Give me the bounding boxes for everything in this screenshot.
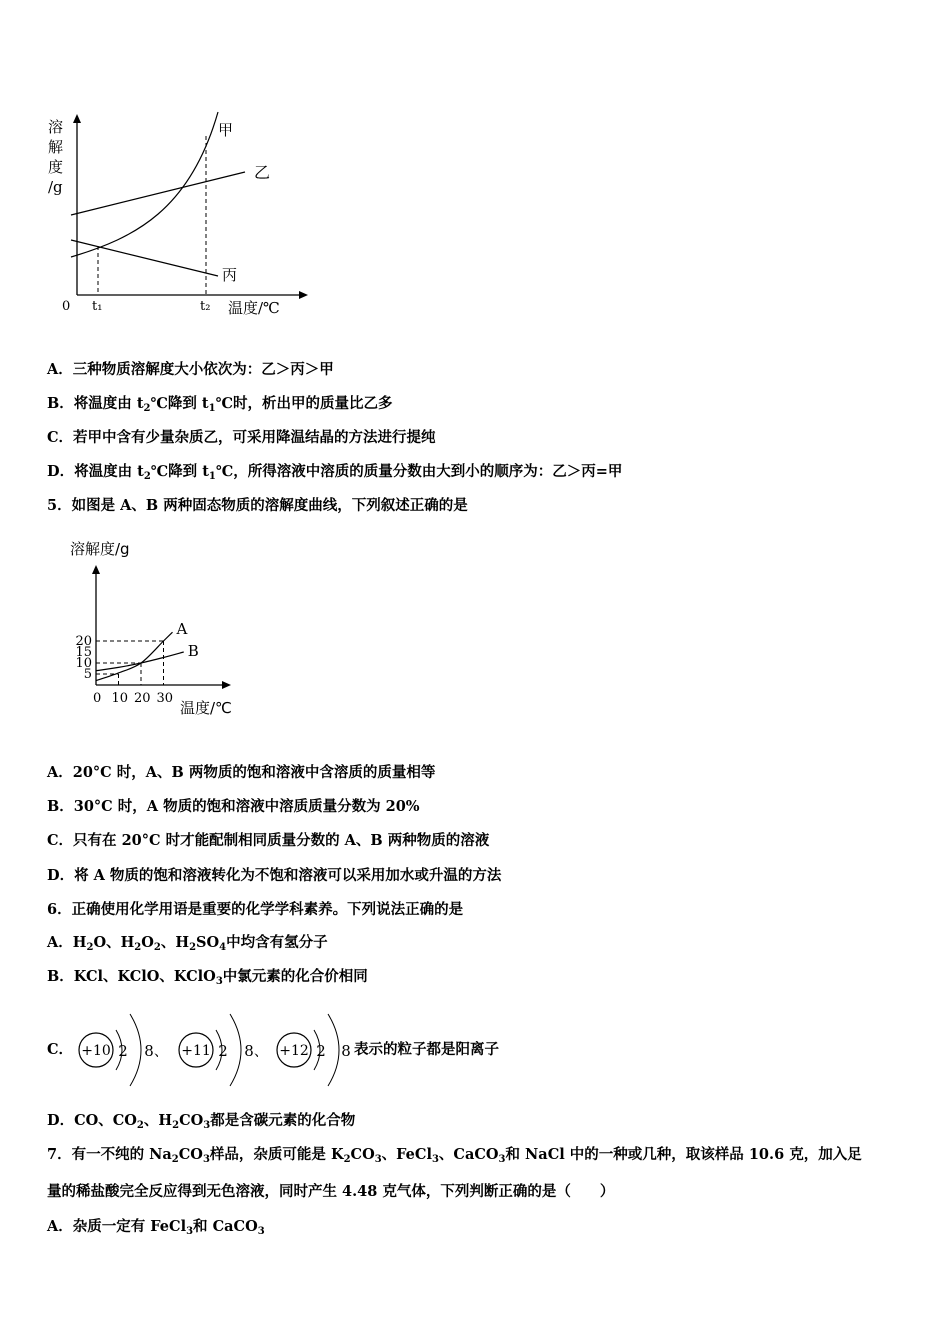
chart2-y-tick-label: 20 [75, 634, 92, 649]
atom-1-e2: 8 [144, 1042, 154, 1060]
q4-option-b-text-3: ℃时，析出甲的质量比乙多 [215, 395, 393, 412]
q4-option-d-text-2: ℃降到 t [150, 463, 209, 480]
atom-3-nucleus-label: +12 [279, 1043, 309, 1059]
q4-option-a-letter: A． [47, 361, 73, 378]
q6-a-sub: 2 [189, 942, 197, 953]
chart1-ylabel-2: 解 [48, 138, 64, 156]
q4-option-a-text: 三种物质溶解度大小依次为：乙＞丙＞甲 [72, 361, 334, 378]
q6-a-part: SO [196, 934, 220, 951]
q7-part: 7．有一不纯的 Na [47, 1146, 172, 1163]
atom-diagram-2 [179, 1014, 254, 1086]
atom-1-shell-2 [130, 1014, 141, 1086]
q6-option-b [47, 967, 368, 987]
q7-a-part: A．杂质一定有 FeCl [47, 1218, 187, 1235]
q6-d-sub: 2 [172, 1120, 180, 1131]
q5-option-c: C．只有在 20°C 时才能配制相同质量分数的 A、B 两种物质的溶液 [47, 832, 490, 849]
q6-b-part: 中氯元素的化合价相同 [222, 968, 368, 985]
chart2-x-arrow [222, 681, 231, 689]
q6-option-d [47, 1111, 355, 1131]
chart1-x-arrow [299, 291, 308, 299]
chart1-label-yi: 乙 [254, 163, 271, 182]
atom-separator-2: 、 [254, 1044, 268, 1060]
solubility-chart-2 [62, 532, 262, 732]
chart1-ylabel-3: 度 [48, 158, 64, 176]
atom-2-shell-2 [230, 1014, 241, 1086]
q7-part: CO [350, 1146, 375, 1163]
q4-option-d-text-1: 将温度由 t [74, 463, 144, 480]
chart2-x-tick-label: 10 [111, 691, 129, 706]
q6-option-c-text: 表示的粒子都是阳离子 [354, 1041, 499, 1058]
atom-3-e1: 2 [316, 1042, 326, 1060]
q6-d-part: CO、CO [74, 1112, 137, 1129]
chart2-x-tick-label: 0 [93, 691, 102, 706]
q6-option-d-letter: D． [47, 1112, 75, 1129]
q6-d-part: 都是含碳元素的化合物 [210, 1112, 356, 1129]
q4-option-b-sub-1: 1 [208, 403, 216, 414]
chart2-y-tick-label: 5 [83, 667, 92, 682]
q7-part: 和 NaCl 中的一种或几种，取该样品 10.6 克，加入足 [505, 1146, 862, 1163]
q4-option-c-letter: C． [47, 429, 74, 446]
chart2-series-label-B: B [187, 642, 199, 660]
q7-sub: 3 [498, 1154, 506, 1165]
q4-option-b-sub-2: 2 [143, 403, 151, 414]
chart2-y-tick-label: 10 [75, 656, 92, 671]
q4-option-a [47, 360, 334, 380]
q5-option-a: A．20°C 时，A、B 两物质的饱和溶液中含溶质的质量相等 [47, 764, 436, 781]
chart2-y-arrow [92, 565, 100, 574]
atom-3-shell-2 [328, 1014, 339, 1086]
q4-option-d [47, 462, 622, 482]
q5-option-b: B．30°C 时，A 物质的饱和溶液中溶质质量分数为 20% [47, 798, 420, 815]
chart1-y-arrow [73, 114, 81, 123]
atom-diagram-1 [79, 1014, 154, 1086]
q4-option-b-text-2: ℃降到 t [150, 395, 209, 412]
q7-option-a [47, 1217, 265, 1237]
q7-sub: 2 [171, 1154, 179, 1165]
q7-a-part: 和 CaCO [193, 1218, 258, 1235]
q6-a-part: 、H [160, 934, 190, 951]
q6-b-part: KCl、KClO、KClO [73, 968, 216, 985]
q7-part: 、FeCl [381, 1146, 432, 1163]
chart1-tick-t2: t₂ [200, 299, 211, 314]
q6-a-part: O [141, 934, 154, 951]
q6-a-sub: 4 [219, 942, 227, 953]
q7-a-sub: 3 [186, 1226, 194, 1237]
q7-stem-line-2: 量的稀盐酸完全反应得到无色溶液，同时产生 4.48 克气体，下列判断正确的是（ ） [47, 1183, 615, 1200]
chart1-ylabel-1: 溶 [48, 118, 64, 136]
q6-stem: 6．正确使用化学用语是重要的化学学科素养。下列说法正确的是 [47, 901, 464, 918]
chart2-y-tick-label: 15 [75, 645, 92, 660]
q7-sub: 3 [202, 1154, 210, 1165]
q4-option-b [47, 394, 392, 414]
chart1-line-yi [71, 172, 245, 215]
q4-option-d-sub-2: 2 [143, 471, 151, 482]
q7-stem-line-1 [47, 1145, 862, 1165]
q7-sub: 2 [343, 1154, 351, 1165]
atom-diagram-3 [277, 1014, 351, 1086]
atom-structure-diagrams [68, 1010, 358, 1090]
chart2-series-A [96, 632, 173, 680]
chart1-tick-t1: t₁ [92, 299, 103, 314]
atom-separator-1: 、 [154, 1044, 168, 1060]
q5-option-d: D．将 A 物质的饱和溶液转化为不饱和溶液可以采用加水或升温的方法 [47, 867, 502, 884]
chart1-label-jia: 甲 [218, 121, 234, 139]
q4-option-b-letter: B． [47, 395, 74, 412]
q7-part: 样品，杂质可能是 K [209, 1146, 344, 1163]
chart1-ylabel-4: /g [48, 178, 63, 196]
q4-option-d-text-3: ℃，所得溶液中溶质的质量分数由大到小的顺序为：乙＞丙=甲 [215, 463, 623, 480]
chart1-origin: 0 [62, 299, 71, 314]
chart1-line-bing [71, 240, 218, 276]
q6-d-part: 、H [143, 1112, 173, 1129]
chart1-label-bing: 丙 [222, 266, 238, 284]
q7-sub: 3 [374, 1154, 382, 1165]
chart2-xlabel: 温度/℃ [180, 699, 232, 717]
q4-option-d-sub-1: 1 [208, 471, 216, 482]
atom-3-e2: 8 [341, 1042, 351, 1060]
q6-option-c-letter: C． [47, 1041, 74, 1058]
q6-option-b-letter: B． [47, 968, 74, 985]
chart1-xlabel: 温度/℃ [228, 299, 280, 317]
q7-a-sub: 3 [257, 1226, 265, 1237]
atom-1-e1: 2 [118, 1042, 128, 1060]
q6-a-part: O、H [93, 934, 135, 951]
atom-1-nucleus-label: +10 [81, 1043, 111, 1059]
chart2-x-tick-label: 20 [134, 691, 151, 706]
chart2-ylabel: 溶解度/g [70, 540, 130, 558]
q7-part: CO [178, 1146, 203, 1163]
q6-b-sub: 3 [215, 976, 223, 987]
solubility-chart-1 [40, 110, 330, 325]
q6-option-a [47, 933, 328, 953]
q7-sub: 3 [431, 1154, 439, 1165]
q6-d-sub: 2 [136, 1120, 144, 1131]
q5-stem: 5．如图是 A、B 两种固态物质的溶解度曲线，下列叙述正确的是 [47, 497, 468, 514]
chart2-x-tick-label: 30 [156, 691, 174, 706]
q6-option-a-letter: A． [47, 934, 73, 951]
q4-option-c-text: 若甲中含有少量杂质乙，可采用降温结晶的方法进行提纯 [73, 429, 436, 446]
q6-a-sub: 2 [86, 942, 94, 953]
atom-2-e1: 2 [218, 1042, 228, 1060]
chart2-series-B [96, 652, 184, 671]
chart2-series-label-A: A [176, 620, 188, 639]
q6-a-part: 中均含有氢分子 [226, 934, 328, 951]
q6-a-sub: 2 [153, 942, 161, 953]
q6-d-sub: 3 [203, 1120, 211, 1131]
q6-d-part: CO [179, 1112, 204, 1129]
q4-option-b-text-1: 将温度由 t [73, 395, 144, 412]
q6-a-part: H [72, 934, 87, 951]
atom-2-e2: 8 [244, 1042, 254, 1060]
q4-option-d-letter: D． [47, 463, 75, 480]
q6-a-sub: 2 [134, 942, 142, 953]
q7-part: 、CaCO [438, 1146, 499, 1163]
atom-2-nucleus-label: +11 [181, 1043, 211, 1059]
q4-option-c [47, 428, 436, 448]
